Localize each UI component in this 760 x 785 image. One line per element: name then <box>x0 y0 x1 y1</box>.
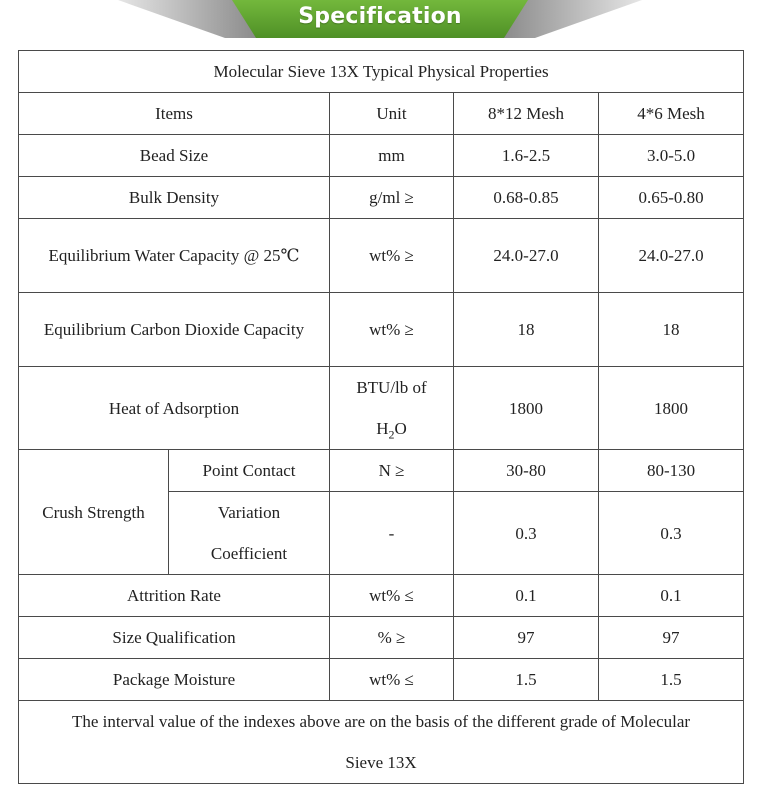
table-row-water-capacity <box>19 219 744 293</box>
header-row <box>19 93 744 135</box>
table-title: Molecular Sieve 13X Typical Physical Properties <box>19 51 744 93</box>
table-row-heat-adsorption <box>19 367 744 450</box>
table-note-row <box>19 701 744 784</box>
item-label: Attrition Rate <box>19 575 330 617</box>
unit-line-1: BTU/lb of <box>356 378 427 397</box>
table-row-package-moisture <box>19 659 744 701</box>
sub-item-line-2: Coefficient <box>210 544 288 563</box>
unit-h: H <box>376 419 389 438</box>
value-4x6: 0.65-0.80 <box>599 177 744 219</box>
value-4x6: 24.0-27.0 <box>599 219 744 293</box>
unit-subscript: 2 <box>388 427 395 442</box>
value-8x12: 97 <box>454 617 599 659</box>
item-label: Heat of Adsorption <box>19 367 330 450</box>
value-8x12: 0.68-0.85 <box>454 177 599 219</box>
sub-item-label: Point Contact <box>169 450 330 492</box>
value-8x12: 1.6-2.5 <box>454 135 599 177</box>
unit-cell: wt% ≤ <box>330 659 454 701</box>
sub-item-line-1: Variation <box>217 503 281 522</box>
table-note <box>19 701 744 784</box>
header-unit: Unit <box>330 93 454 135</box>
table-row-size-qualification <box>19 617 744 659</box>
value-4x6: 0.1 <box>599 575 744 617</box>
item-label: Bead Size <box>19 135 330 177</box>
table-title-row <box>19 51 744 93</box>
table-row-crush-point-contact <box>19 450 744 492</box>
value-4x6: 18 <box>599 293 744 367</box>
unit-cell: wt% ≥ <box>330 293 454 367</box>
banner-title: Specification <box>298 4 462 29</box>
header-8x12-mesh: 8*12 Mesh <box>454 93 599 135</box>
note-line-2: Sieve 13X <box>345 753 417 772</box>
item-label: Package Moisture <box>19 659 330 701</box>
sub-item-label <box>169 492 330 575</box>
item-label: Equilibrium Carbon Dioxide Capacity <box>19 293 330 367</box>
value-8x12: 1800 <box>454 367 599 450</box>
header-items: Items <box>19 93 330 135</box>
note-line-1: The interval value of the indexes above are on the basis of the different grade of Molecular <box>72 712 691 731</box>
value-4x6: 97 <box>599 617 744 659</box>
table-row-attrition-rate <box>19 575 744 617</box>
crush-strength-label: Crush Strength <box>19 450 169 575</box>
value-4x6: 80-130 <box>599 450 744 492</box>
table-row-bead-size <box>19 135 744 177</box>
value-8x12: 18 <box>454 293 599 367</box>
value-4x6: 3.0-5.0 <box>599 135 744 177</box>
value-8x12: 24.0-27.0 <box>454 219 599 293</box>
table-row-bulk-density <box>19 177 744 219</box>
item-label: Equilibrium Water Capacity @ 25℃ <box>19 219 330 293</box>
value-8x12: 30-80 <box>454 450 599 492</box>
spec-table <box>18 50 744 784</box>
unit-o: O <box>394 419 407 438</box>
table-row-co2-capacity <box>19 293 744 367</box>
unit-cell: wt% ≥ <box>330 219 454 293</box>
value-4x6: 1.5 <box>599 659 744 701</box>
item-label: Bulk Density <box>19 177 330 219</box>
unit-cell: N ≥ <box>330 450 454 492</box>
value-4x6: 0.3 <box>599 492 744 575</box>
unit-cell: g/ml ≥ <box>330 177 454 219</box>
unit-cell: wt% ≤ <box>330 575 454 617</box>
specification-banner <box>0 0 760 48</box>
item-label: Size Qualification <box>19 617 330 659</box>
unit-cell: - <box>330 492 454 575</box>
value-8x12: 0.1 <box>454 575 599 617</box>
unit-cell <box>330 367 454 450</box>
unit-cell: % ≥ <box>330 617 454 659</box>
unit-cell: mm <box>330 135 454 177</box>
value-4x6: 1800 <box>599 367 744 450</box>
value-8x12: 0.3 <box>454 492 599 575</box>
header-4x6-mesh: 4*6 Mesh <box>599 93 744 135</box>
value-8x12: 1.5 <box>454 659 599 701</box>
